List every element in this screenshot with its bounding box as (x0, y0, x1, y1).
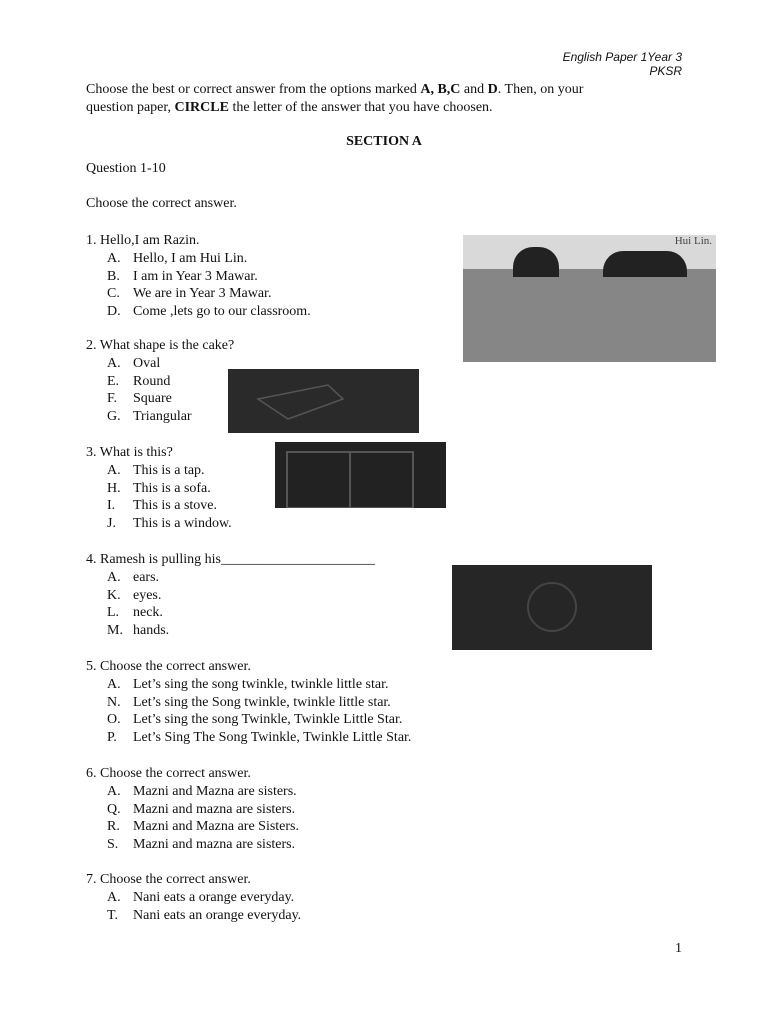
answer-option[interactable] (86, 303, 311, 321)
option-text: We are in Year 3 Mawar. (133, 286, 272, 302)
boy-pulling-ears-image (452, 565, 652, 650)
question-stem: 7. Choose the correct answer. (86, 872, 251, 887)
option-text: This is a stove. (133, 498, 217, 514)
option-text: Let’s sing the song Twinkle, Twinkle Little Star. (133, 712, 403, 728)
question-stem: 1. Hello,I am Razin. (86, 233, 200, 248)
option-text: Triangular (133, 409, 192, 425)
option-letter: A. (107, 250, 121, 266)
section-title: SECTION A (346, 134, 422, 149)
question-6 (86, 765, 299, 854)
option-text: Mazni and mazna are sisters. (133, 837, 296, 853)
answer-option[interactable] (86, 373, 234, 391)
option-letter: Q. (107, 801, 121, 817)
window-image (275, 442, 446, 508)
option-letter: K. (107, 587, 121, 603)
option-letter: A. (107, 889, 121, 905)
question-1-image (463, 235, 716, 362)
answer-option[interactable] (86, 889, 295, 907)
option-letter: G. (107, 409, 121, 425)
answer-option[interactable] (86, 676, 389, 694)
header-line-2: PKSR (649, 64, 682, 78)
answer-option[interactable] (86, 497, 217, 515)
instr-bold: A, B,C (420, 82, 461, 97)
option-letter: A. (107, 676, 121, 692)
option-text: Oval (133, 355, 161, 371)
answer-option[interactable] (86, 783, 297, 801)
option-text: Let’s sing the song twinkle, twinkle little star. (133, 676, 389, 692)
option-letter: L. (107, 605, 120, 621)
answer-option[interactable] (86, 801, 296, 819)
question-2 (86, 337, 234, 426)
option-letter: P. (107, 730, 117, 746)
option-text: Let’s sing the Song twinkle, twinkle little star. (133, 694, 391, 710)
answer-option[interactable] (86, 907, 302, 925)
sub-instruction: Choose the correct answer. (86, 196, 237, 211)
option-letter: O. (107, 712, 121, 728)
answer-option[interactable] (86, 622, 375, 640)
question-3 (86, 444, 232, 533)
instr-text: . Then, on your (497, 82, 584, 97)
option-text: neck. (133, 605, 163, 621)
option-text: Mazni and Mazna are sisters. (133, 783, 297, 799)
option-letter: A. (107, 355, 121, 371)
option-text: This is a tap. (133, 462, 205, 478)
option-text: Square (133, 391, 172, 407)
answer-option[interactable] (86, 480, 211, 498)
header-line-1: English Paper 1Year 3 (562, 50, 682, 64)
question-stem: 4. Ramesh is pulling his______________________ (86, 552, 375, 567)
option-letter: A. (107, 462, 121, 478)
option-text: Nani eats a orange everyday. (133, 889, 295, 905)
option-letter: R. (107, 819, 120, 835)
option-letter: H. (107, 480, 121, 496)
answer-option[interactable] (86, 250, 248, 268)
option-letter: F. (107, 391, 118, 407)
option-letter: N. (107, 694, 121, 710)
answer-option[interactable] (86, 604, 375, 622)
answer-option[interactable] (86, 390, 234, 408)
option-text: Let’s Sing The Song Twinkle, Twinkle Little Star. (133, 730, 412, 746)
instr-bold: CIRCLE (174, 100, 229, 115)
question-stem: 3. What is this? (86, 445, 173, 460)
question-5 (86, 658, 412, 747)
instr-text: and (460, 82, 488, 97)
option-letter: S. (107, 837, 119, 853)
answer-option[interactable] (86, 285, 272, 303)
option-text: Round (133, 373, 171, 389)
question-stem: 5. Choose the correct answer. (86, 659, 251, 674)
question-4 (86, 551, 375, 640)
option-text: Hello, I am Hui Lin. (133, 250, 248, 266)
image-caption: Hui Lin. (674, 235, 712, 247)
option-text: Come ,lets go to our classroom. (133, 304, 311, 320)
question-7 (86, 871, 302, 924)
instr-text: question paper, (86, 100, 175, 115)
answer-option[interactable] (86, 355, 234, 373)
instructions (86, 81, 682, 117)
option-text: Mazni and mazna are sisters. (133, 801, 296, 817)
instr-text: the letter of the answer that you have choosen. (228, 100, 493, 115)
option-text: ears. (133, 569, 160, 585)
option-text: This is a sofa. (133, 480, 211, 496)
answer-option[interactable] (86, 694, 391, 712)
option-letter: B. (107, 268, 120, 284)
answer-option[interactable] (86, 711, 403, 729)
cake-image (228, 369, 419, 433)
option-letter: D. (107, 304, 121, 320)
question-1 (86, 232, 311, 321)
answer-option[interactable] (86, 729, 412, 747)
option-letter: A. (107, 569, 121, 585)
option-text: hands. (133, 623, 170, 639)
answer-option[interactable] (86, 818, 299, 836)
answer-option[interactable] (86, 587, 375, 605)
answer-option[interactable] (86, 408, 234, 426)
question-range: Question 1-10 (86, 161, 166, 176)
option-letter: C. (107, 286, 120, 302)
option-text: Nani eats an orange everyday. (133, 907, 302, 923)
answer-option[interactable] (86, 268, 258, 286)
instr-text: Choose the best or correct answer from the options marked (86, 82, 421, 97)
page-number: 1 (675, 941, 682, 956)
option-letter: J. (107, 516, 116, 532)
option-text: I am in Year 3 Mawar. (133, 268, 258, 284)
answer-option[interactable] (86, 462, 205, 480)
option-text: This is a window. (133, 516, 232, 532)
option-text: eyes. (133, 587, 162, 603)
option-letter: I. (107, 498, 116, 514)
option-letter: E. (107, 373, 120, 389)
question-stem: 6. Choose the correct answer. (86, 766, 251, 781)
answer-option[interactable] (86, 836, 296, 854)
option-text: Mazni and Mazna are Sisters. (133, 819, 299, 835)
option-letter: A. (107, 783, 121, 799)
instr-bold: D (487, 82, 498, 97)
option-letter: T. (107, 907, 119, 923)
question-stem: 2. What shape is the cake? (86, 338, 235, 353)
answer-option[interactable] (86, 515, 232, 533)
option-letter: M. (107, 623, 123, 639)
answer-option[interactable] (86, 569, 375, 587)
